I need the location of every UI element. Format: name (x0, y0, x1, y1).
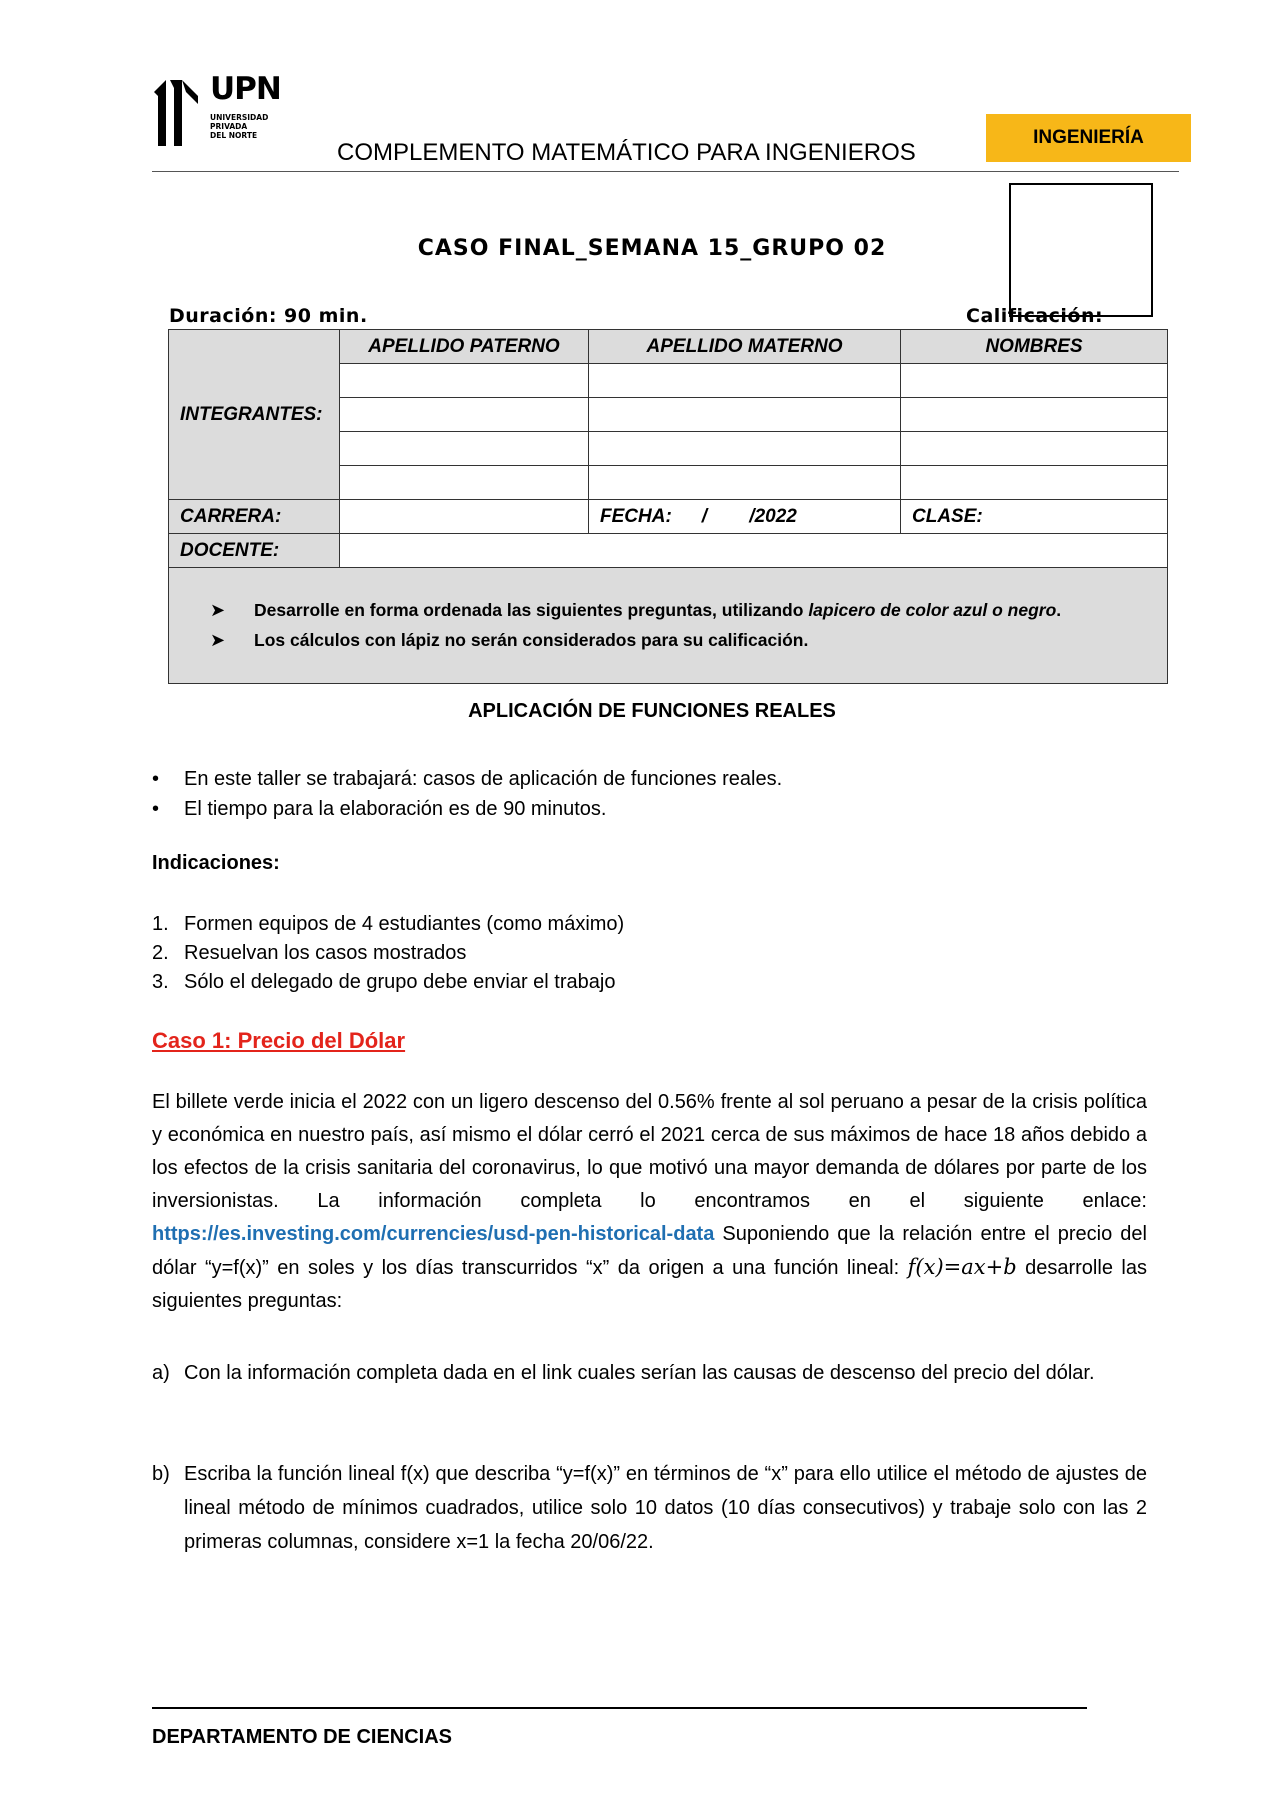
indicaciones-title: Indicaciones: (152, 852, 280, 874)
grade-label: Calificación: (966, 305, 1104, 327)
list-item: • En este taller se trabajará: casos de aplicación de funciones reales. (152, 764, 782, 794)
clase-field[interactable] (901, 500, 1168, 534)
student-info-form (168, 329, 1168, 684)
member-3-materno[interactable] (589, 432, 901, 466)
case-1-title: Caso 1: Precio del Dólar (152, 1028, 406, 1053)
linear-function-formula: f(x)=ax+b (907, 1255, 1017, 1279)
page-title: CASO FINAL_SEMANA 15_GRUPO 02 (417, 236, 887, 261)
list-item: 1. Formen equipos de 4 estudiantes (como máximo) (152, 913, 625, 935)
clase-label: CLASE: (912, 505, 983, 527)
faculty-badge: INGENIERÍA (986, 114, 1191, 162)
bullet-icon: • (152, 798, 160, 820)
member-2-materno[interactable] (589, 398, 901, 432)
logo-subtitle: UNIVERSIDAD PRIVADA DEL NORTE (210, 113, 269, 140)
indicaciones-list (152, 910, 624, 997)
list-item: • El tiempo para la elaboración es de 90 minutos. (152, 794, 782, 824)
member-2-nombres[interactable] (901, 398, 1168, 432)
logo-wordmark: UPN (210, 71, 281, 107)
member-4-materno[interactable] (589, 466, 901, 500)
list-item: 2. Resuelvan los casos mostrados (152, 942, 467, 964)
header-apellido-paterno: APELLIDO PATERNO (340, 330, 589, 364)
member-4-paterno[interactable] (340, 466, 589, 500)
arrow-bullet-icon: ➤ (210, 630, 226, 650)
question-a: a) Con la información completa dada en el link cuales serían las causas de descenso del precio del dólar. (152, 1362, 1095, 1384)
member-1-paterno[interactable] (340, 364, 589, 398)
fecha-value: / /2022 (701, 505, 797, 527)
member-4-nombres[interactable] (901, 466, 1168, 500)
fecha-field[interactable] (589, 500, 901, 534)
footer-divider (152, 1707, 1087, 1709)
list-item: 3. Sólo el delegado de grupo debe enviar el trabajo (152, 971, 616, 993)
question-b: b) Escriba la función lineal f(x) que describa “y=f(x)” en términos de “x” para ello utilice el método de ajustes de lineal método de mínimos cuadrados, utilice solo 10 datos (10 días consecutivos) y trabaje solo con las 2 primeras columnas, considere x=1 la fecha 20/06/22. (152, 1463, 1147, 1553)
fecha-label: FECHA: (600, 505, 672, 527)
section-title: APLICACIÓN DE FUNCIONES REALES (468, 700, 836, 722)
investing-link[interactable]: https://es.investing.com/currencies/usd-pen-historical-data (152, 1223, 715, 1245)
instruction-1: ➤ Desarrolle en forma ordenada las siguientes preguntas, utilizando lapicero de color azul o negro. (210, 600, 1062, 620)
instructions-box (169, 568, 1168, 684)
course-title: COMPLEMENTO MATEMÁTICO PARA INGENIEROS (337, 139, 916, 166)
carrera-label: CARRERA: (169, 500, 340, 534)
member-1-nombres[interactable] (901, 364, 1168, 398)
member-1-materno[interactable] (589, 364, 901, 398)
carrera-field[interactable] (340, 500, 589, 534)
member-2-paterno[interactable] (340, 398, 589, 432)
member-3-paterno[interactable] (340, 432, 589, 466)
case-1-description: El billete verde inicia el 2022 con un ligero descenso del 0.56% frente al sol peruano a pesar de la crisis política y económica en nuestro país, así mismo el dólar cerró el 2021 cerca de sus máximos de hace 18 años debido a los efectos de la crisis sanitaria del coronavirus, lo que motivó una mayor demanda de dólares por parte de los inversionistas. La información completa lo encontramos en el siguiente enlace: https://es.investing.com/currencies/usd-pen-historical-data Suponiendo que la relación entre el precio del dólar “y=f(x)” en soles y los días transcurridos “x” da origen a una función lineal: f(x)=ax+b desarrolle las siguientes preguntas: (152, 1091, 1147, 1312)
bullet-icon: • (152, 768, 160, 790)
header-nombres: NOMBRES (901, 330, 1168, 364)
duration-label: Duración: 90 min. (169, 305, 368, 327)
header-apellido-materno: APELLIDO MATERNO (589, 330, 901, 364)
integrantes-label: INTEGRANTES: (169, 330, 340, 500)
instruction-2: ➤ Los cálculos con lápiz no serán considerados para su calificación. (210, 630, 809, 650)
arrow-bullet-icon: ➤ (210, 600, 226, 620)
upn-logo-icon (152, 78, 212, 148)
docente-field[interactable] (340, 534, 1168, 568)
footer-department: DEPARTAMENTO DE CIENCIAS (152, 1726, 453, 1748)
header-divider (152, 171, 1179, 172)
intro-bullet-list (152, 764, 782, 824)
member-3-nombres[interactable] (901, 432, 1168, 466)
docente-label: DOCENTE: (169, 534, 340, 568)
